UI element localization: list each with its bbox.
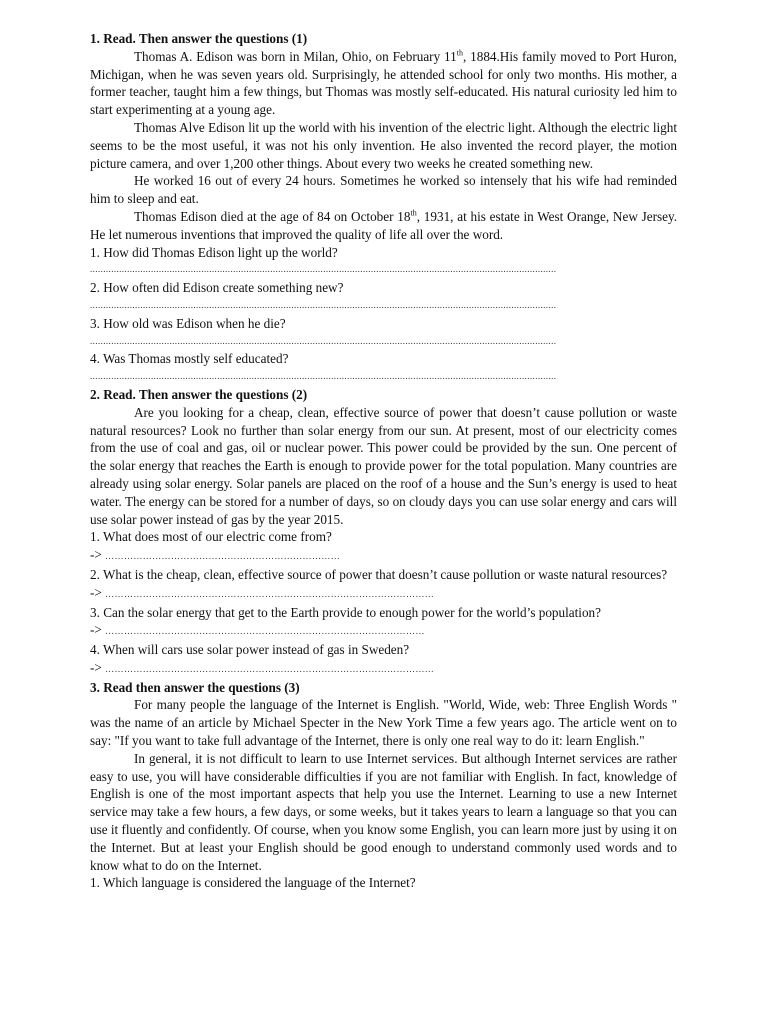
section1-question-3: 3. How old was Edison when he die? xyxy=(90,315,286,331)
section3-heading: 3. Read then answer the questions (3) xyxy=(90,679,300,695)
answer-fill: …………………………………………………………………………………………… xyxy=(105,663,435,674)
answer-arrow: -> xyxy=(90,659,102,675)
section1-question-1: 1. How did Thomas Edison light up the world? xyxy=(90,244,338,260)
answer-arrow: -> xyxy=(90,584,102,600)
section1-answer-line-3[interactable]: ................................................................................................................................................................................ xyxy=(90,335,557,346)
section1-question-2: 2. How often did Edison create something new? xyxy=(90,280,344,296)
section1-paragraph-1 xyxy=(90,48,677,119)
section3-paragraph-1: For many people the language of the Internet is English. "World, Wide, web: Three English Words " was the name of an article by Michael Specter in the New York Time a few years ago. The article went on to say: "If you want to take full advantage of the Internet, there is only one real way to do it: learn English." xyxy=(90,697,677,749)
section1-paragraph-4-sup: th xyxy=(410,208,417,218)
section2-question-3: 3. Can the solar energy that get to the Earth provide to enough power for the world’s population? xyxy=(90,604,602,620)
section1-question-4: 4. Was Thomas mostly self educated? xyxy=(90,351,289,367)
answer-fill: ………………………………………………………………… xyxy=(105,551,341,562)
section2-paragraph-1: Are you looking for a cheap, clean, effective source of power that doesn’t cause pollution or waste natural resources? Look no further than solar energy from our sun. At present, most of our electricity comes from the use of coal and gas, oil or nuclear power. This power could be provided by the sun. One percent of the solar energy that reaches the Earth is enough to provide power for the total population. Many countries are already using solar energy. Solar panels are placed on the roof of a house and the Sun’s energy is used to heat water. The energy can be stored for a number of days, so on cloudy days you can use solar energy and cars will use solar power instead of gas by the year 2015. xyxy=(90,404,677,527)
section2-question-1: 1. What does most of our electric come from? xyxy=(90,529,332,545)
answer-arrow: -> xyxy=(90,547,102,563)
section1-paragraph-1-text-b: , 1884.His family moved to Port Huron, Michigan, when he was seven years old. Surprisingly, he attended school for only two months. His mother, a former teacher, taught him a few things, but Thomas was mostly self-educated. His natural curiosity led him to start experimenting at a young age. xyxy=(90,48,677,118)
section3-question-1: 1. Which language is considered the language of the Internet? xyxy=(90,875,416,891)
section1-paragraph-4 xyxy=(90,208,677,244)
section1-paragraph-4-text-a: Thomas Edison died at the age of 84 on October 18 xyxy=(134,208,411,224)
section1-heading: 1. Read. Then answer the questions (1) xyxy=(90,31,308,46)
section2-answer-line-4[interactable] xyxy=(90,659,677,679)
section1-answer-line-1[interactable]: ................................................................................................................................................................................ xyxy=(90,264,557,275)
section2-answer-line-3[interactable] xyxy=(90,621,677,641)
section1-paragraph-3: He worked 16 out of every 24 hours. Sometimes he worked so intensely that his wife had reminded him to sleep and eat. xyxy=(90,173,677,207)
section1-paragraph-4-text-b: , 1931, at his estate in West Orange, New Jersey. He let numerous inventions that improved the quality of life all over the word. xyxy=(90,208,678,242)
section2-answer-line-1[interactable] xyxy=(90,546,677,566)
answer-fill: …………………………………………………………………………………………… xyxy=(105,588,435,599)
section2-question-4: 4. When will cars use solar power instead of gas in Sweden? xyxy=(90,642,410,658)
section1-paragraph-1-text-a: Thomas A. Edison was born in Milan, Ohio, on February 11 xyxy=(134,48,457,64)
section1-paragraph-1-sup: th xyxy=(456,48,463,58)
section2-answer-line-2[interactable] xyxy=(90,584,677,604)
section1-answer-line-4[interactable]: ................................................................................................................................................................................ xyxy=(90,371,557,382)
section3-paragraph-2: In general, it is not difficult to learn to use Internet services. But although Internet services are rather easy to use, you will have considerable difficulties if you are not familiar with English. In fact, knowledge of English is one of the most important aspects that help you use the Internet. Learning to use a new Internet service may take a few hours, a few days, or some weeks, but it takes years to learn a language so that you can use it fluently and confidently. Of course, when you know some English, you can learn more just by using it on the Internet. But at least your English should be good enough to understand commonly used words and to know what to do on the Internet. xyxy=(90,750,677,873)
answer-arrow: -> xyxy=(90,622,102,638)
section1-answer-line-2[interactable]: ................................................................................................................................................................................ xyxy=(90,299,557,310)
section2-question-2: 2. What is the cheap, clean, effective source of power that doesn’t cause pollution or waste natural resources? xyxy=(90,566,668,582)
worksheet-page xyxy=(90,30,677,892)
answer-fill: ………………………………………………………………………………………… xyxy=(105,626,425,637)
section1-paragraph-2: Thomas Alve Edison lit up the world with his invention of the electric light. Although the electric light seems to be the most useful, it was not his only invention. He also invented the record player, the motion picture camera, and over 1,200 other things. About every two weeks he created something new. xyxy=(90,119,677,171)
section2-heading: 2. Read. Then answer the questions (2) xyxy=(90,386,308,402)
